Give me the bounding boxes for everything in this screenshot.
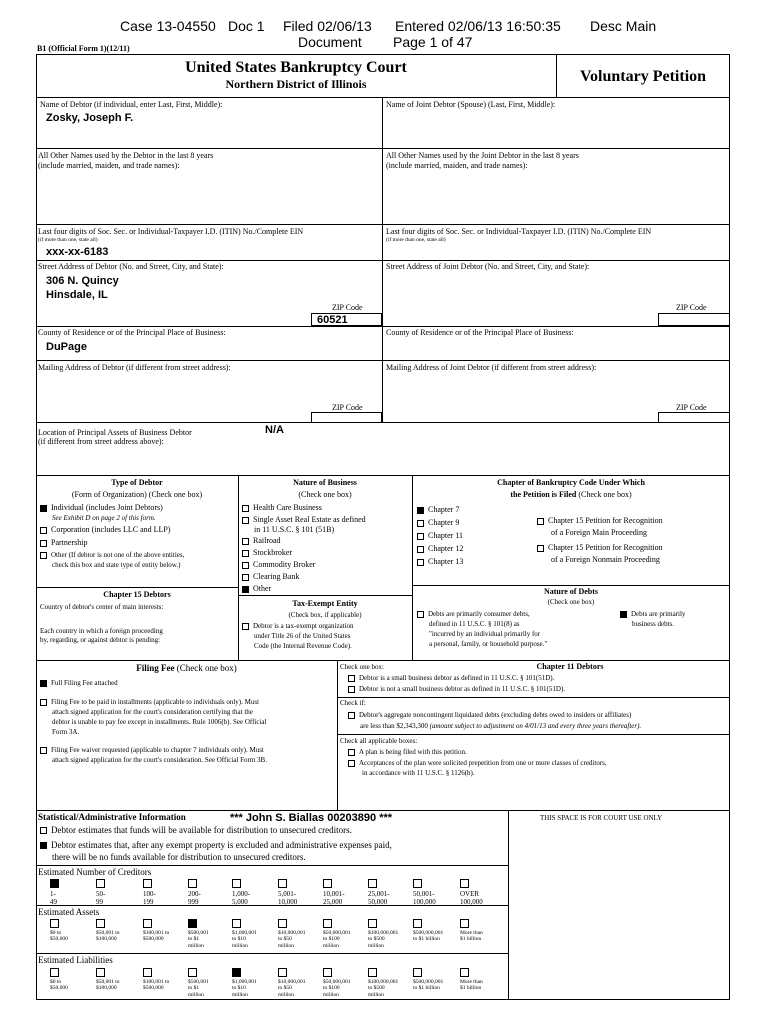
no-funds-2: there will be no funds available for distribution to unsecured creditors. (52, 852, 306, 862)
liabilities-option[interactable] (50, 968, 68, 992)
liabilities-checkbox[interactable] (143, 968, 152, 977)
chapter-15-main[interactable]: Chapter 15 Petition for Recognition (537, 516, 663, 526)
assets-label: million (323, 942, 339, 949)
entered-date: Entered 02/06/13 16:50:35 (395, 18, 561, 34)
chapter-15-nonmain[interactable]: Chapter 15 Petition for Recognition (537, 543, 663, 553)
liabilities-label: to $100 (323, 985, 340, 992)
acceptances-checkbox[interactable] (348, 760, 355, 767)
liabilities-checkbox[interactable] (232, 968, 241, 977)
ch11-acceptances-2: in accordance with 11 U.S.C. § 1126(b). (362, 769, 475, 777)
assets-label: $500,000,001 (413, 930, 444, 936)
assets-option[interactable] (323, 919, 351, 949)
court-title: United States Bankruptcy Court (185, 59, 407, 76)
court-district: Northern District of Illinois (225, 77, 367, 91)
ch11-check-if: Check if: (340, 699, 366, 707)
creditors-label: 5,000 (232, 898, 248, 907)
ch11-aggregate[interactable]: Debtor's aggregate noncontingent liquidated debts (excluding debts owed to insiders or affiliates) (348, 711, 631, 719)
installment-checkbox[interactable] (40, 699, 47, 706)
aggregate-debts-checkbox[interactable] (348, 712, 355, 719)
assets-label: $50,000 (50, 936, 68, 943)
joint-other-names-label: All Other Names used by the Joint Debtor in the last 8 years (386, 151, 579, 160)
chapter-7[interactable]: Chapter 7 (417, 505, 459, 515)
commodity-broker-checkbox[interactable] (242, 562, 249, 569)
assets-label: $50,001 to (96, 930, 120, 936)
fee-waiver-2: attach signed application for the court's consideration. See Official Form 3B. (52, 756, 267, 764)
creditors-option[interactable] (413, 879, 436, 906)
liabilities-label: $1,000,001 (232, 979, 257, 985)
single-asset-checkbox[interactable] (242, 517, 249, 524)
debtor-ssn-sub: (if more than one, state all) (38, 237, 98, 243)
chapter-15-main-checkbox[interactable] (537, 518, 544, 525)
location-label-1: Location of Principal Assets of Business Debtor (38, 428, 192, 437)
assets-label: $100,000 (96, 936, 117, 943)
tax-exempt-title: Tax-Exempt Entity (292, 599, 358, 608)
no-funds-checkbox[interactable] (40, 842, 47, 849)
liabilities-checkbox[interactable] (323, 968, 332, 977)
creditors-option[interactable] (368, 879, 390, 906)
type-corporation[interactable]: Corporation (includes LLC and LLP) (40, 525, 171, 535)
type-partnership[interactable]: Partnership (40, 538, 87, 548)
creditors-option[interactable] (278, 879, 297, 906)
assets-label: to $50 (278, 936, 292, 943)
liabilities-label: $0 to (50, 979, 62, 985)
creditors-label: OVER (460, 890, 480, 898)
liabilities-label: $500,000 (143, 985, 164, 992)
creditors-label: 10,000 (278, 898, 298, 907)
chapter-15-nonmain-2: of a Foreign Nonmain Proceeding (551, 555, 660, 564)
liabilities-label: million (188, 991, 204, 998)
nature-of-business-sub: (Check one box) (298, 490, 352, 499)
nob-other[interactable]: Other (242, 584, 271, 594)
liabilities-option[interactable] (96, 968, 120, 992)
creditors-label: 200- (188, 890, 201, 898)
creditors-checkbox[interactable] (368, 879, 377, 888)
liabilities-checkbox[interactable] (50, 968, 59, 977)
joint-street-label: Street Address of Joint Debtor (No. and Street, City, and State): (386, 262, 590, 271)
installment-2: attach signed application for the court's consideration certifying that the (52, 708, 253, 716)
creditors-label: 100- (143, 890, 156, 898)
debtor-ssn: xxx-xx-6183 (46, 246, 109, 258)
creditors-option[interactable] (323, 879, 345, 906)
creditors-label: 100,000 (460, 898, 483, 907)
liabilities-label: More than (460, 979, 483, 985)
health-care-checkbox[interactable] (242, 505, 249, 512)
ch11-check-one: Check one box: (340, 663, 384, 671)
assets-label: million (278, 942, 294, 949)
assets-title: Estimated Assets (38, 907, 100, 917)
assets-option[interactable] (188, 919, 209, 949)
debtor-ssn-label: Last four digits of Soc. Sec. or Individual-Taxpayer I.D. (ITIN) No./Complete EIN (38, 227, 304, 236)
creditors-option[interactable] (143, 879, 156, 906)
creditors-checkbox[interactable] (460, 879, 469, 888)
assets-checkbox[interactable] (368, 919, 377, 928)
creditors-label: 100,000 (413, 898, 436, 907)
creditors-checkbox[interactable] (232, 879, 241, 888)
nob-railroad[interactable]: Railroad (242, 536, 281, 546)
type-of-debtor-title: Type of Debtor (111, 478, 163, 487)
assets-label: million (188, 942, 204, 949)
creditors-label: 999 (188, 898, 199, 907)
joint-name-label: Name of Joint Debtor (Spouse) (Last, First, Middle): (386, 100, 556, 109)
nob-commodity-broker[interactable]: Commodity Broker (242, 560, 315, 570)
ch15-debtors-title: Chapter 15 Debtors (103, 590, 171, 599)
creditors-label: 1,000- (232, 890, 251, 898)
assets-checkbox[interactable] (188, 919, 197, 928)
joint-county-label: County of Residence or of the Principal Place of Business: (386, 328, 574, 337)
assets-checkbox[interactable] (460, 919, 469, 928)
creditors-option[interactable] (460, 879, 483, 906)
nob-other-checkbox[interactable] (242, 586, 249, 593)
creditors-title: Estimated Number of Creditors (38, 867, 152, 877)
business-debts[interactable]: Debts are primarily (620, 610, 685, 618)
chapter-12[interactable]: Chapter 12 (417, 544, 463, 554)
creditors-checkbox[interactable] (323, 879, 332, 888)
assets-label: $50,000,001 (323, 930, 351, 936)
individual-checkbox[interactable] (40, 505, 47, 512)
no-funds[interactable]: Debtor estimates that, after any exempt property is excluded and administrative expenses paid, (40, 840, 392, 851)
chapter-13-checkbox[interactable] (417, 559, 424, 566)
creditors-label: 25,001- (368, 890, 390, 898)
debtor-street-label: Street Address of Debtor (No. and Street, City, and State): (38, 262, 224, 271)
liabilities-label: to $1 billion (413, 985, 440, 992)
assets-option[interactable] (460, 919, 483, 943)
ch15-pending-label-2: by, regarding, or against debtor is pending: (40, 636, 161, 644)
chapter-13[interactable]: Chapter 13 (417, 557, 463, 567)
document-label: Document (298, 34, 362, 50)
creditors-option[interactable] (96, 879, 105, 906)
liabilities-label: million (278, 991, 294, 998)
nob-clearing-bank[interactable]: Clearing Bank (242, 572, 299, 582)
chapter-11-checkbox[interactable] (417, 533, 424, 540)
stockbroker-checkbox[interactable] (242, 550, 249, 557)
not-small-business-checkbox[interactable] (348, 686, 355, 693)
nature-of-debts-sub: (Check one box) (547, 598, 595, 606)
fee-waiver-checkbox[interactable] (40, 747, 47, 754)
tax-exempt-sub: (Check box, if applicable) (288, 611, 362, 619)
tax-exempt-option[interactable]: Debtor is a tax-exempt organization (242, 622, 354, 630)
ch11-title: Chapter 11 Debtors (536, 662, 604, 671)
small-business-checkbox[interactable] (348, 675, 355, 682)
debtor-street-1: 306 N. Quincy (46, 275, 119, 287)
assets-label: to $1 billion (413, 936, 440, 943)
liabilities-option[interactable] (368, 968, 398, 998)
joint-other-names-sub: (include married, maiden, and trade names): (386, 161, 528, 170)
consumer-debts-checkbox[interactable] (417, 611, 424, 618)
assets-option[interactable] (50, 919, 68, 943)
chapter-title-2: the Petition is Filed (Check one box) (510, 490, 632, 499)
assets-checkbox[interactable] (278, 919, 287, 928)
liabilities-checkbox[interactable] (368, 968, 377, 977)
exhibit-d-note: See Exhibit D on page 2 of this form. (52, 514, 156, 522)
liabilities-label: $1 billion (460, 985, 482, 992)
assets-label: to $500 (368, 936, 385, 943)
other-entity-checkbox[interactable] (40, 552, 47, 559)
stat-title: Statistical/Administrative Information (38, 812, 186, 822)
debtor-county: DuPage (46, 341, 87, 353)
assets-label: $500,001 (188, 930, 209, 936)
liabilities-label: to $10 (232, 985, 246, 992)
type-of-debtor-sub: (Form of Organization) (Check one box) (71, 490, 203, 499)
assets-option[interactable] (143, 919, 169, 943)
debtor-name-label: Name of Debtor (if individual, enter Last, First, Middle): (40, 100, 223, 109)
creditors-label: 10,001- (323, 890, 345, 898)
ch15-pending-label-1: Each country in which a foreign proceeding (40, 627, 163, 635)
railroad-checkbox[interactable] (242, 538, 249, 545)
type-individual[interactable]: Individual (includes Joint Debtors) (40, 503, 163, 513)
debtor-county-label: County of Residence or of the Principal Place of Business: (38, 328, 226, 337)
chapter-11[interactable]: Chapter 11 (417, 531, 463, 541)
assets-option[interactable] (278, 919, 306, 949)
nature-of-business-title: Nature of Business (293, 478, 357, 487)
assets-checkbox[interactable] (323, 919, 332, 928)
liabilities-label: $100,000,001 (368, 979, 399, 985)
joint-zip-label: ZIP Code (676, 303, 707, 312)
liabilities-label: $10,000,001 (278, 979, 306, 985)
chapter-15-nonmain-checkbox[interactable] (537, 545, 544, 552)
creditors-label: 25,000 (323, 898, 343, 907)
ch11-plan[interactable]: A plan is being filed with this petition. (348, 748, 467, 756)
liabilities-option[interactable] (460, 968, 483, 992)
assets-checkbox[interactable] (413, 919, 422, 928)
creditors-checkbox[interactable] (143, 879, 152, 888)
debtor-mailing-zip-label: ZIP Code (332, 403, 363, 412)
chapter-9-checkbox[interactable] (417, 520, 424, 527)
creditors-option[interactable] (50, 879, 59, 906)
liabilities-option[interactable] (143, 968, 169, 992)
joint-mailing-label: Mailing Address of Joint Debtor (if different from street address): (386, 363, 597, 372)
installment-4: Form 3A. (52, 728, 80, 736)
nature-of-debts-title: Nature of Debts (543, 587, 599, 596)
assets-label: to $10 (232, 936, 246, 943)
debtor-other-names-sub: (include married, maiden, and trade names): (38, 161, 180, 170)
debtor-zip: 60521 (317, 314, 348, 326)
liabilities-checkbox[interactable] (188, 968, 197, 977)
tax-exempt-checkbox[interactable] (242, 623, 249, 630)
nob-health-care[interactable]: Health Care Business (242, 503, 322, 513)
tax-exempt-l3: Code (the Internal Revenue Code). (254, 642, 352, 650)
creditors-label: 99 (96, 898, 103, 907)
form-id: B1 (Official Form 1)(12/11) (37, 44, 130, 53)
consumer-debts-2: defined in 11 U.S.C. § 101(8) as (429, 620, 520, 628)
liabilities-label: to $500 (368, 985, 385, 992)
liabilities-checkbox[interactable] (460, 968, 469, 977)
liabilities-option[interactable] (323, 968, 351, 998)
creditors-checkbox[interactable] (50, 879, 59, 888)
ch15-country-label: Country of debtor's center of main interests: (40, 603, 164, 611)
nob-stockbroker[interactable]: Stockbroker (242, 548, 292, 558)
liabilities-option[interactable] (278, 968, 306, 998)
liabilities-label: million (232, 991, 248, 998)
corporation-checkbox[interactable] (40, 527, 47, 534)
filed-date: Filed 02/06/13 (283, 18, 372, 34)
consumer-debts-4: a personal, family, or household purpose." (429, 640, 548, 648)
case-number: Case 13-04550 (120, 18, 216, 34)
joint-mailing-zip-label: ZIP Code (676, 403, 707, 412)
joint-ssn-sub: (if more than one, state all) (386, 237, 446, 243)
liabilities-option[interactable] (232, 968, 257, 998)
creditors-label: 49 (50, 898, 57, 907)
creditors-label: 5,001- (278, 890, 297, 898)
desc-main: Desc Main (590, 18, 657, 34)
chapter-title-1: Chapter of Bankruptcy Code Under Which (497, 478, 645, 487)
clearing-bank-checkbox[interactable] (242, 574, 249, 581)
creditors-label: 50,000 (368, 898, 388, 907)
liabilities-label: $50,001 to (96, 979, 120, 985)
ch11-aggregate-2: are less than $2,343,300 (amount subject to adjustment on 4/01/13 and every three years thereafter). (360, 722, 642, 730)
funds-available-checkbox[interactable] (40, 827, 47, 834)
debtor-street-2: Hinsdale, IL (46, 289, 108, 301)
debtor-zip-label: ZIP Code (332, 303, 363, 312)
liabilities-label: $100,001 to (143, 979, 170, 985)
full-fee-checkbox[interactable] (40, 680, 47, 687)
assets-label: to $100 (323, 936, 340, 943)
chapter-12-checkbox[interactable] (417, 546, 424, 553)
liabilities-option[interactable] (413, 968, 443, 992)
liabilities-label: $50,000 (50, 985, 68, 992)
liabilities-label: million (368, 991, 384, 998)
creditors-checkbox[interactable] (413, 879, 422, 888)
filing-fee-title: Filing Fee (Check one box) (136, 663, 237, 673)
nob-sare-note: in 11 U.S.C. § 101 (51B) (254, 525, 335, 534)
creditors-option[interactable] (188, 879, 201, 906)
petition-type: Voluntary Petition (579, 68, 707, 85)
ch11-acceptances[interactable]: Acceptances of the plan were solicited prepetition from one or more classes of creditors, (348, 759, 607, 767)
liabilities-title: Estimated Liabilities (38, 955, 113, 965)
creditors-label: 50- (96, 890, 106, 898)
liabilities-label: $100,000 (96, 985, 117, 992)
chapter-9[interactable]: Chapter 9 (417, 518, 459, 528)
assets-option[interactable] (96, 919, 120, 943)
ch11-check-all: Check all applicable boxes: (340, 737, 418, 745)
liabilities-label: $500,000,001 (413, 979, 444, 985)
doc-number: Doc 1 (228, 18, 265, 34)
assets-label: $100,000,001 (368, 930, 399, 936)
assets-label: to $1 (188, 936, 200, 943)
assets-option[interactable] (413, 919, 443, 943)
joint-ssn-label: Last four digits of Soc. Sec. or Individual-Taxpayer I.D. (ITIN) No./Complete EIN (386, 227, 652, 236)
assets-label: million (368, 942, 384, 949)
creditors-option[interactable] (232, 879, 250, 906)
page-count: Page 1 of 47 (393, 34, 473, 50)
assets-label: million (232, 942, 248, 949)
assets-checkbox[interactable] (143, 919, 152, 928)
liabilities-checkbox[interactable] (96, 968, 105, 977)
installment-3: debtor is unable to pay fee except in installments. Rule 1006(b). See Official (52, 718, 267, 726)
installment-fee[interactable]: Filing Fee to be paid in installments (applicable to individuals only). Must (40, 698, 259, 706)
assets-label: $0 to (50, 930, 62, 936)
consumer-debts[interactable]: Debts are primarily consumer debts, (417, 610, 530, 618)
joint-zip-box (658, 313, 730, 326)
liabilities-label: $50,000,001 (323, 979, 351, 985)
debtor-other-names-label: All Other Names used by the Debtor in the last 8 years (38, 151, 214, 160)
assets-option[interactable] (232, 919, 257, 949)
plan-filed-checkbox[interactable] (348, 749, 355, 756)
ch11-small[interactable]: Debtor is a small business debtor as defined in 11 U.S.C. § 101(51D). (348, 674, 554, 682)
liabilities-label: $500,001 (188, 979, 209, 985)
liabilities-label: to $1 (188, 985, 200, 992)
liabilities-checkbox[interactable] (413, 968, 422, 977)
assets-label: $500,000 (143, 936, 164, 943)
partnership-checkbox[interactable] (40, 540, 47, 547)
assets-checkbox[interactable] (50, 919, 59, 928)
consumer-debts-3: "incurred by an individual primarily for (429, 630, 541, 638)
attorney-id: *** John S. Biallas 00203890 *** (230, 812, 393, 824)
assets-label: $1,000,001 (232, 930, 257, 936)
assets-checkbox[interactable] (232, 919, 241, 928)
chapter-7-checkbox[interactable] (417, 507, 424, 514)
liabilities-option[interactable] (188, 968, 209, 998)
assets-label: $100,001 to (143, 930, 170, 936)
creditors-checkbox[interactable] (96, 879, 105, 888)
funds-available[interactable]: Debtor estimates that funds will be available for distribution to unsecured creditors. (40, 825, 352, 836)
assets-label: $10,000,001 (278, 930, 306, 936)
assets-label: More than (460, 930, 483, 936)
type-other-note: check this box and state type of entity below.) (52, 561, 181, 569)
liabilities-checkbox[interactable] (278, 968, 287, 977)
business-debts-2: business debts. (632, 620, 674, 628)
nob-single-asset[interactable]: Single Asset Real Estate as defined (242, 515, 366, 525)
tax-exempt-l2: under Title 26 of the United States (254, 632, 351, 640)
assets-label: $1 billion (460, 936, 482, 943)
creditors-label: 1- (50, 890, 56, 898)
creditors-label: 199 (143, 898, 154, 907)
liabilities-label: million (323, 991, 339, 998)
location-label-2: (if different from street address above): (38, 437, 164, 446)
location-value: N/A (265, 424, 284, 436)
creditors-checkbox[interactable] (188, 879, 197, 888)
debtor-mailing-label: Mailing Address of Debtor (if different from street address): (38, 363, 231, 372)
fee-waiver[interactable]: Filing Fee waiver requested (applicable to chapter 7 individuals only). Must (40, 746, 264, 754)
creditors-label: 50,001- (413, 890, 435, 898)
type-other[interactable]: Other (If debtor is not one of the above entities, (40, 551, 184, 559)
creditors-checkbox[interactable] (278, 879, 287, 888)
court-use-only: THIS SPACE IS FOR COURT USE ONLY (540, 814, 663, 822)
liabilities-label: to $50 (278, 985, 292, 992)
ch11-not-small[interactable]: Debtor is not a small business debtor as defined in 11 U.S.C. § 101(51D). (348, 685, 565, 693)
chapter-15-main-2: of a Foreign Main Proceeding (551, 528, 647, 537)
assets-option[interactable] (368, 919, 398, 949)
debtor-name: Zosky, Joseph F. (46, 112, 134, 124)
business-debts-checkbox[interactable] (620, 611, 627, 618)
full-filing-fee[interactable]: Full Filing Fee attached (40, 679, 118, 687)
assets-checkbox[interactable] (96, 919, 105, 928)
